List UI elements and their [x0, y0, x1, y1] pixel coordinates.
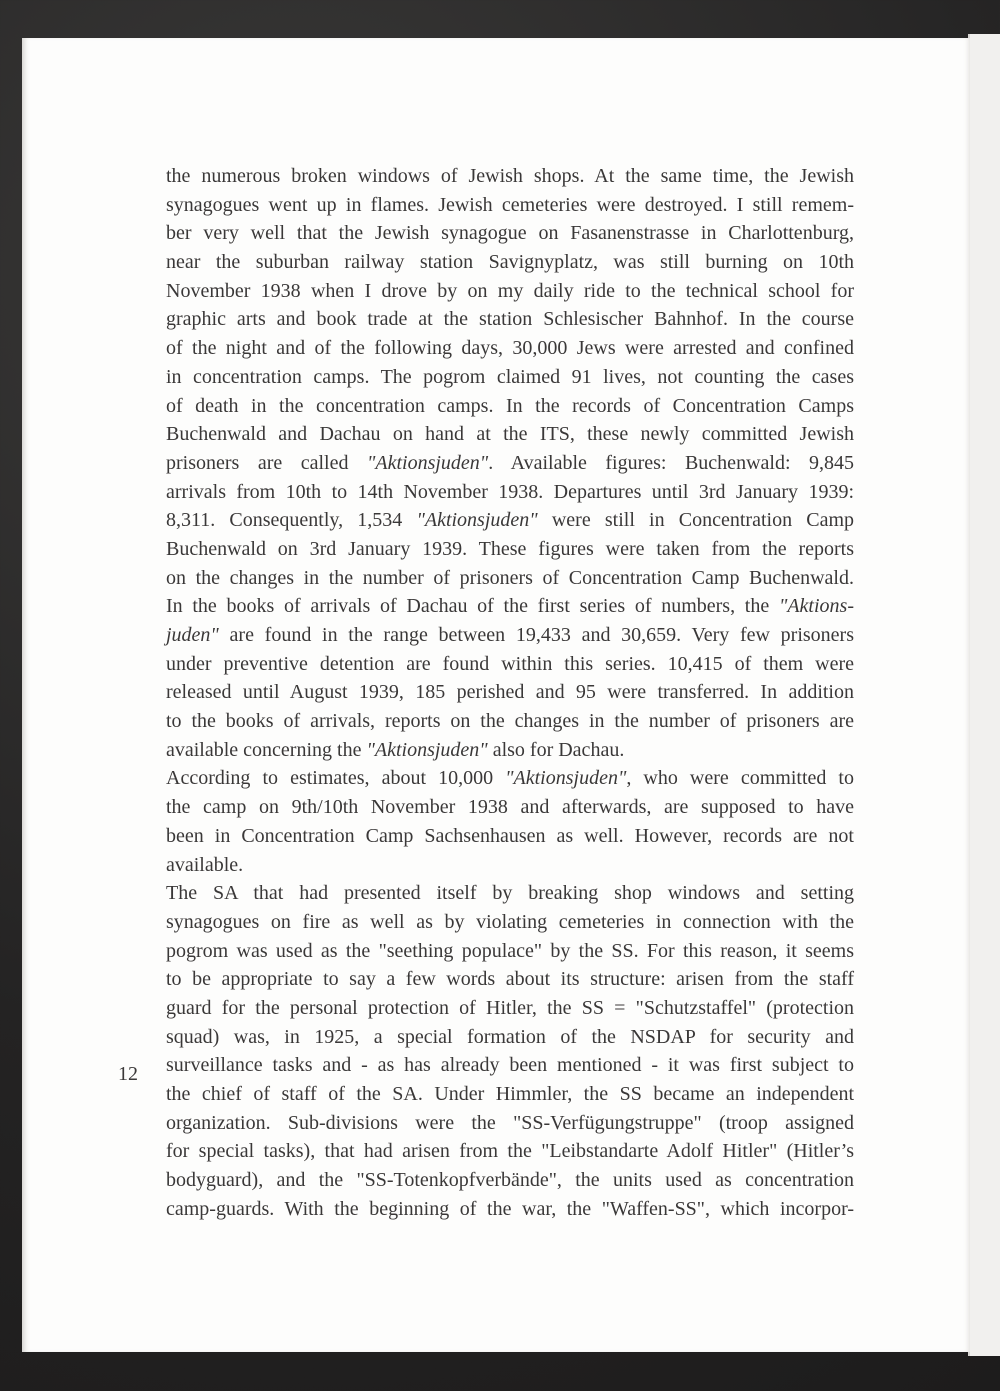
- text-segment: . Available figures: Buchenwald: 9,845: [488, 451, 854, 474]
- text-segment: graphic arts and book trade at the station Schlesischer Bahnhof. In the course: [166, 308, 854, 331]
- text-line: [166, 908, 854, 937]
- text-line: [166, 449, 854, 478]
- italic-term: "Aktionsjuden": [505, 767, 627, 790]
- text-line: [166, 822, 854, 851]
- text-segment: near the suburban railway station Savignyplatz, was still burning on 10th: [166, 251, 854, 274]
- text-segment: been in Concentration Camp Sachsenhausen as well. However, records are not: [166, 824, 854, 847]
- text-line: [166, 1023, 854, 1052]
- text-segment: available.: [166, 853, 244, 876]
- text-line: [166, 420, 854, 449]
- body-text: [166, 162, 854, 1223]
- text-line: [166, 736, 854, 765]
- text-line: [166, 994, 854, 1023]
- italic-term: "Aktionsjuden": [366, 451, 489, 474]
- text-segment: pogrom was used as the "seething populace" by the SS. For this reason, it seems: [166, 939, 854, 962]
- text-segment: of the night and of the following days, 30,000 Jews were arrested and confined: [166, 337, 854, 360]
- text-line: [166, 1137, 854, 1166]
- text-line: [166, 879, 854, 908]
- text-line: [166, 363, 854, 392]
- text-segment: camp-guards. With the beginning of the war, the "Waffen-SS", which incorpor-: [166, 1197, 854, 1220]
- text-line: [166, 678, 854, 707]
- italic-term: "Aktions-: [778, 595, 854, 618]
- text-line: [166, 650, 854, 679]
- text-segment: the chief of staff of the SA. Under Himmler, the SS became an independent: [166, 1083, 854, 1105]
- text-segment: are found in the range between 19,433 and 30,659. Very few prisoners: [218, 624, 854, 646]
- text-segment: the numerous broken windows of Jewish shops. At the same time, the Jewish: [166, 165, 854, 187]
- text-segment: Buchenwald and Dachau on hand at the ITS, these newly committed Jewish: [166, 423, 854, 446]
- text-segment: squad) was, in 1925, a special formation of the NSDAP for security and: [166, 1025, 854, 1048]
- text-segment: to the books of arrivals, reports on the changes in the number of prisoners are: [166, 710, 854, 733]
- text-line: [166, 1195, 854, 1224]
- text-segment: organization. Sub-divisions were the "SS-Verfügungstruppe" (troop assigned: [166, 1111, 854, 1134]
- text-line: [166, 535, 854, 564]
- text-line: [166, 191, 854, 220]
- text-line: [166, 219, 854, 248]
- document-page: [22, 38, 970, 1352]
- text-segment: to be appropriate to say a few words about its structure: arisen from the staff: [166, 968, 854, 991]
- text-line: [166, 1051, 854, 1080]
- text-line: [166, 162, 854, 191]
- text-line: [166, 305, 854, 334]
- text-segment: bodyguard), and the "SS-Totenkopfverbände", the units used as concentration: [166, 1169, 854, 1192]
- italic-term: juden": [166, 624, 219, 646]
- text-line: [166, 621, 854, 650]
- text-line: [166, 392, 854, 421]
- text-segment: prisoners are called: [166, 451, 367, 474]
- text-line: [166, 937, 854, 966]
- text-segment: 8,311. Consequently, 1,534: [166, 509, 417, 532]
- text-line: [166, 851, 854, 880]
- text-segment: November 1938 when I drove by on my daily ride to the technical school for: [166, 279, 854, 302]
- text-line: [166, 334, 854, 363]
- text-line: [166, 1080, 854, 1109]
- italic-term: "Aktionsjuden": [366, 738, 488, 761]
- text-segment: on the changes in the number of prisoners of Concentration Camp Buchenwald.: [166, 566, 854, 589]
- text-line: [166, 707, 854, 736]
- text-line: [166, 764, 854, 793]
- text-segment: of death in the concentration camps. In the records of Concentration Camps: [166, 394, 854, 417]
- text-segment: In the books of arrivals of Dachau of the first series of numbers, the: [166, 595, 779, 618]
- text-segment: in concentration camps. The pogrom claimed 91 lives, not counting the cases: [166, 365, 854, 388]
- text-segment: for special tasks), that had arisen from the "Leibstandarte Adolf Hitler" (Hitler’s: [166, 1140, 854, 1163]
- text-segment: synagogues on fire as well as by violating cemeteries in connection with the: [166, 910, 854, 933]
- text-segment: also for Dachau.: [487, 738, 625, 761]
- text-line: [166, 1109, 854, 1138]
- text-segment: surveillance tasks and - as has already been mentioned - it was first subject to: [166, 1054, 854, 1077]
- text-line: [166, 277, 854, 306]
- text-segment: According to estimates, about 10,000: [166, 767, 506, 790]
- text-segment: released until August 1939, 185 perished and 95 were transferred. In addition: [166, 681, 854, 704]
- text-segment: ber very well that the Jewish synagogue on Fasanenstrasse in Charlottenburg,: [166, 222, 854, 245]
- text-segment: , who were committed to: [626, 767, 854, 790]
- text-line: [166, 478, 854, 507]
- text-line: [166, 506, 854, 535]
- text-segment: were still in Concentration Camp: [537, 509, 855, 532]
- text-segment: The SA that had presented itself by breaking shop windows and setting: [166, 882, 854, 905]
- text-line: [166, 248, 854, 277]
- adjacent-page-edge: [968, 34, 1000, 1356]
- text-segment: under preventive detention are found within this series. 10,415 of them were: [166, 652, 854, 675]
- text-segment: Buchenwald on 3rd January 1939. These figures were taken from the reports: [166, 537, 854, 560]
- text-line: [166, 793, 854, 822]
- text-line: [166, 564, 854, 593]
- text-segment: available concerning the: [166, 738, 367, 761]
- text-line: [166, 965, 854, 994]
- text-segment: arrivals from 10th to 14th November 1938. Departures until 3rd January 1939:: [166, 480, 854, 503]
- text-segment: guard for the personal protection of Hitler, the SS = "Schutzstaffel" (protection: [166, 996, 854, 1019]
- text-line: [166, 1166, 854, 1195]
- text-line: [166, 592, 854, 621]
- page-number: 12: [118, 1063, 138, 1085]
- italic-term: "Aktionsjuden": [416, 509, 538, 532]
- text-segment: synagogues went up in flames. Jewish cemeteries were destroyed. I still remem-: [166, 193, 854, 216]
- text-segment: the camp on 9th/10th November 1938 and afterwards, are supposed to have: [166, 796, 854, 819]
